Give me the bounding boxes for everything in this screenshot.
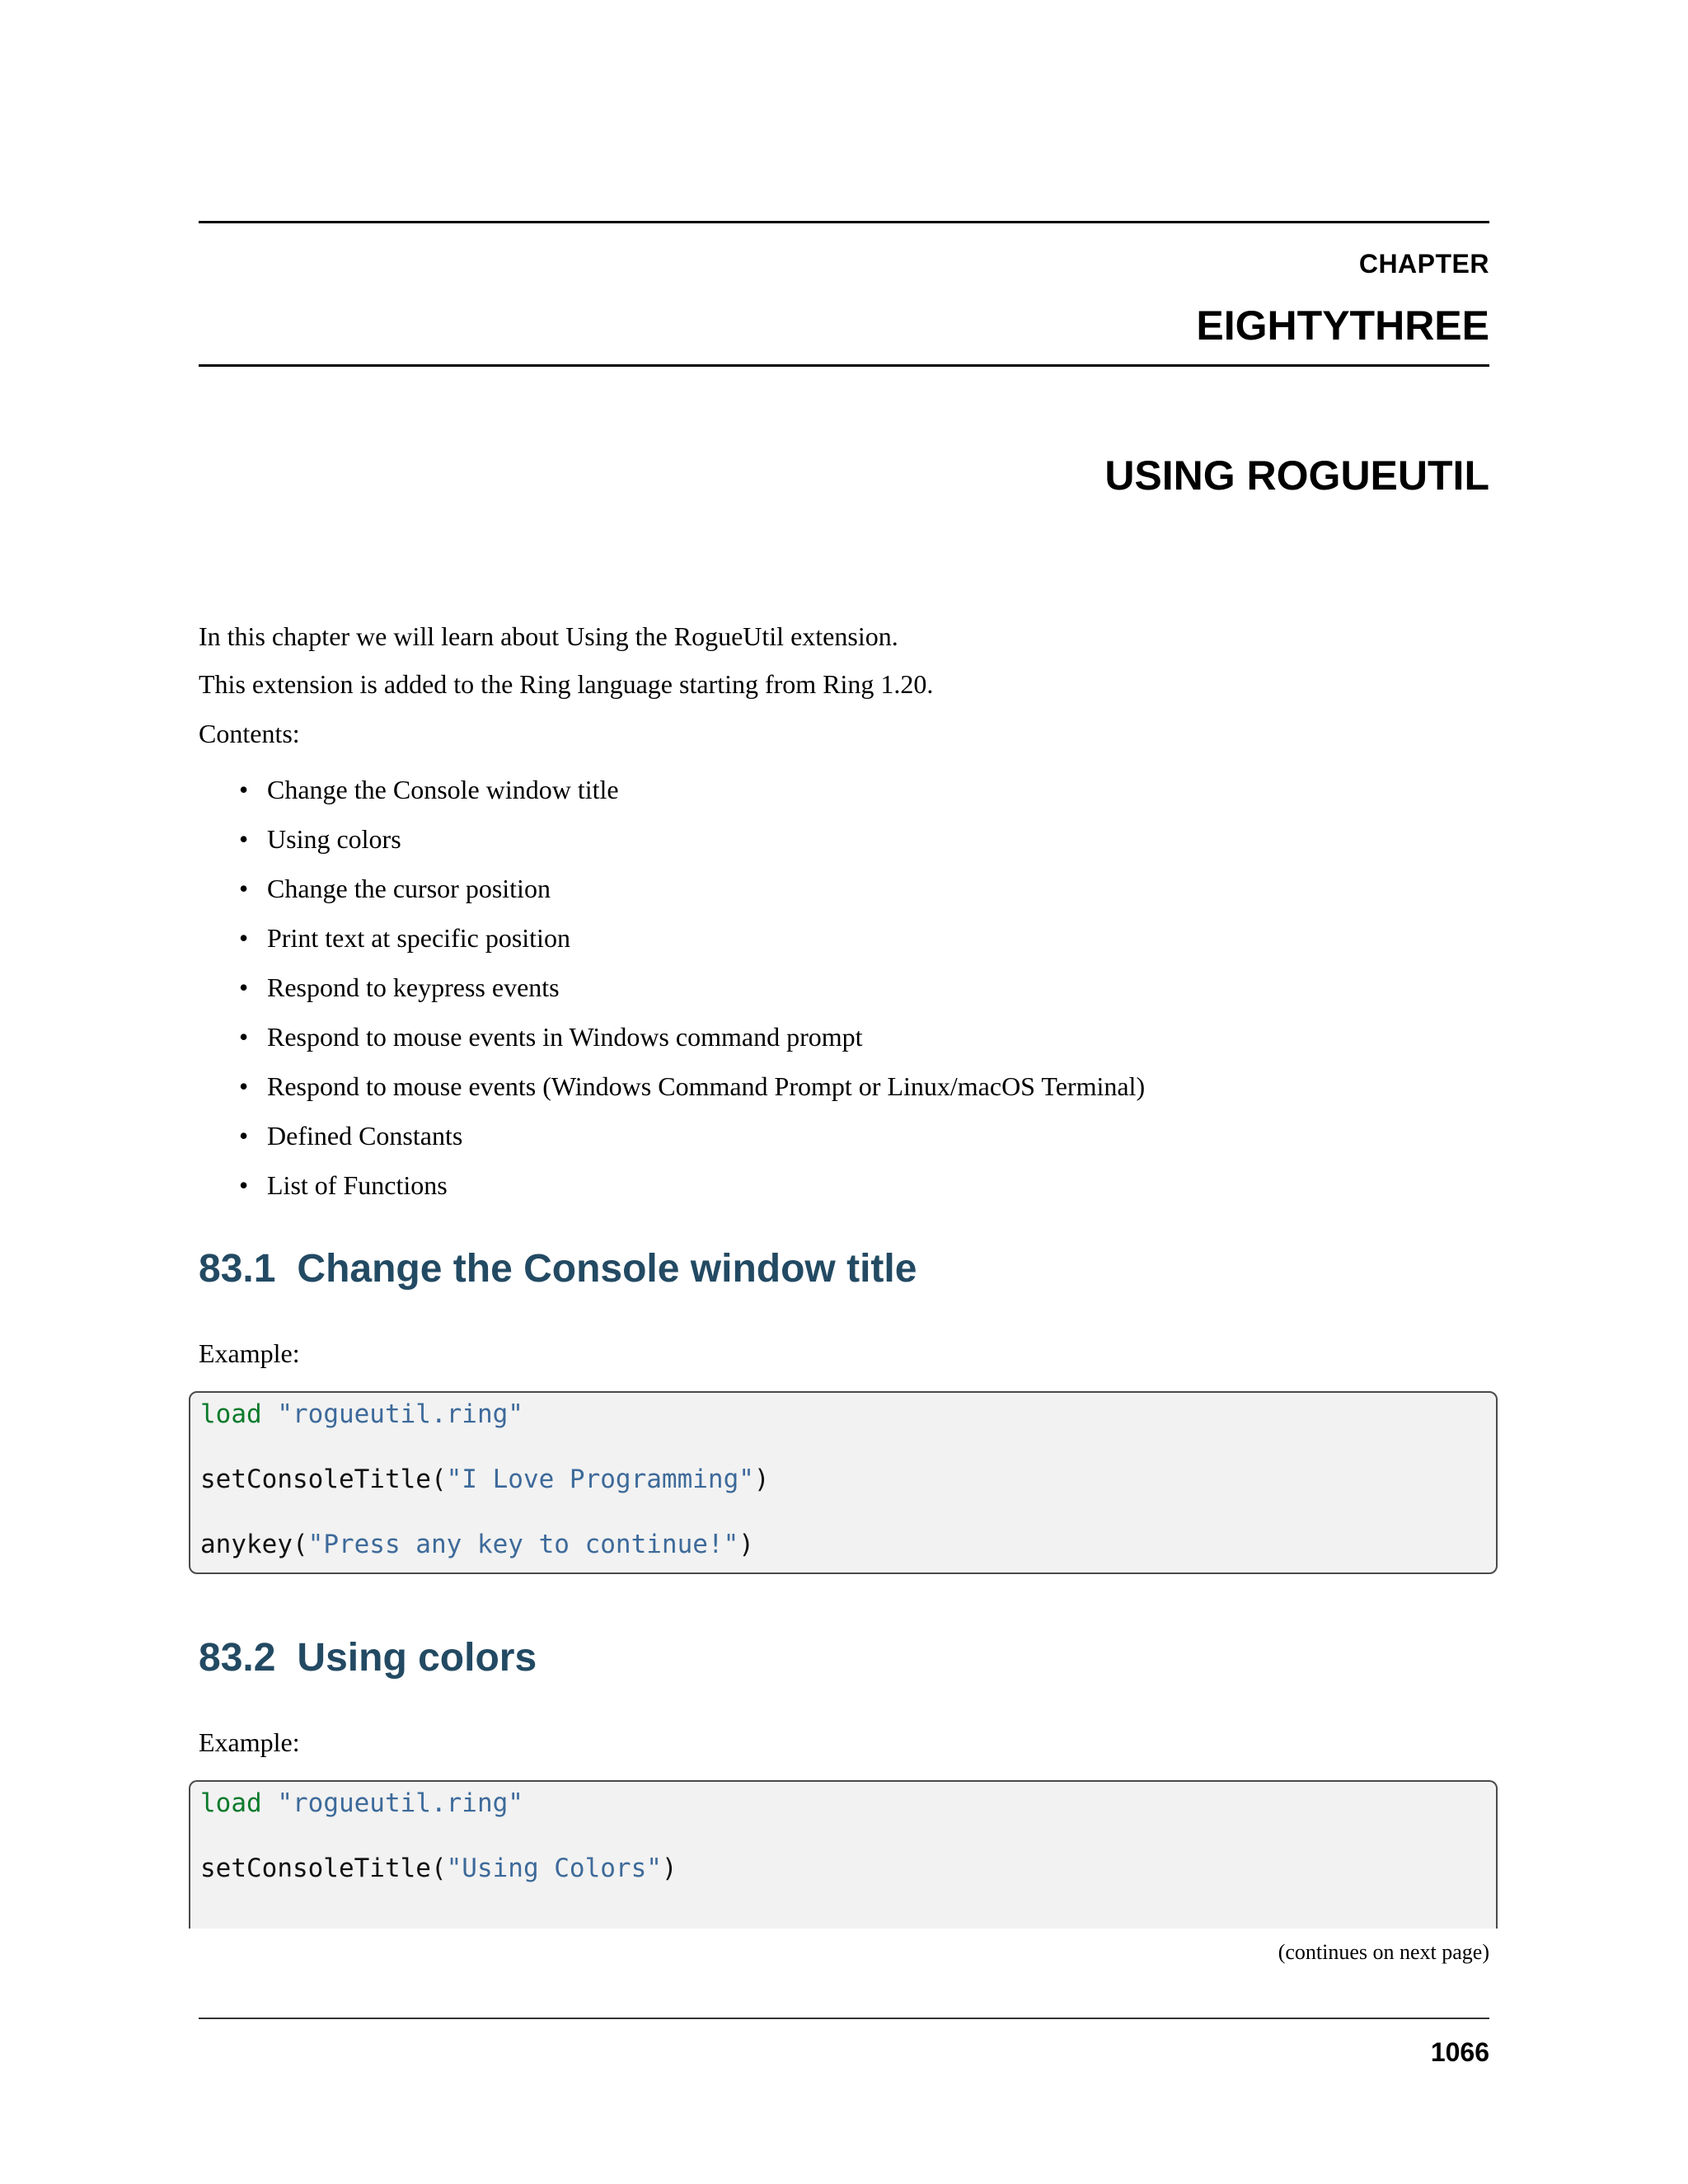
code-line	[200, 1854, 678, 1883]
code-paren: )	[661, 1854, 678, 1883]
contents-link-defined-constants[interactable]: • Defined Constants	[239, 1119, 1145, 1169]
code-keyword: load	[200, 1399, 262, 1429]
code-block-using-colors	[189, 1780, 1498, 1929]
top-rule	[199, 221, 1489, 223]
chapter-number: EIGHTYTHREE	[1196, 302, 1489, 349]
contents-link-keypress-events[interactable]: • Respond to keypress events	[239, 971, 1145, 1020]
code-string: "I Love Programming"	[446, 1465, 754, 1494]
section-title: Change the Console window title	[297, 1247, 917, 1291]
code-function: setConsoleTitle(	[200, 1465, 447, 1494]
code-string: "rogueutil.ring"	[277, 1399, 523, 1429]
contents-link-list-of-functions[interactable]: • List of Functions	[239, 1169, 1145, 1218]
code-line	[200, 1788, 523, 1818]
example-label: Example:	[199, 1338, 300, 1368]
example-label: Example:	[199, 1727, 300, 1757]
contents-label: Contents:	[199, 719, 300, 748]
chapter-title: USING ROGUEUTIL	[1104, 452, 1489, 499]
code-line	[200, 1399, 523, 1429]
code-line	[200, 1465, 770, 1494]
intro-paragraph-2: This extension is added to the Ring language starting from Ring 1.20.	[199, 669, 934, 699]
section-number: 83.2	[199, 1636, 276, 1680]
chapter-rule	[199, 364, 1489, 367]
code-block-console-title	[189, 1391, 1498, 1574]
contents-link-mouse-events-terminal[interactable]: • Respond to mouse events (Windows Command Prompt or Linux/macOS Terminal)	[239, 1070, 1145, 1119]
code-string: "rogueutil.ring"	[277, 1788, 523, 1818]
contents-link-console-title[interactable]: • Change the Console window title	[239, 773, 1145, 823]
code-function: anykey(	[200, 1530, 308, 1559]
code-line	[200, 1530, 754, 1559]
footer-rule	[199, 2018, 1489, 2019]
page-number: 1066	[1430, 2037, 1489, 2067]
code-paren: )	[753, 1465, 770, 1494]
intro-paragraph-1: In this chapter we will learn about Using the RogueUtil extension.	[199, 621, 898, 651]
contents-link-cursor-position[interactable]: • Change the cursor position	[239, 872, 1145, 921]
contents-link-mouse-events-windows[interactable]: • Respond to mouse events in Windows command prompt	[239, 1020, 1145, 1070]
code-keyword: load	[200, 1788, 262, 1818]
code-string: "Press any key to continue!"	[307, 1530, 739, 1559]
code-paren: )	[738, 1530, 754, 1559]
continues-note: (continues on next page)	[1278, 1940, 1489, 1964]
contents-list	[239, 773, 1145, 1218]
contents-link-using-colors[interactable]: • Using colors	[239, 823, 1145, 872]
code-string: "Using Colors"	[446, 1854, 662, 1883]
contents-link-print-text[interactable]: • Print text at specific position	[239, 921, 1145, 971]
code-function: setConsoleTitle(	[200, 1854, 447, 1883]
section-heading-83-1	[199, 1246, 917, 1291]
chapter-label: CHAPTER	[1358, 249, 1489, 279]
section-heading-83-2	[199, 1635, 537, 1680]
section-title: Using colors	[297, 1636, 537, 1680]
section-number: 83.1	[199, 1247, 276, 1291]
